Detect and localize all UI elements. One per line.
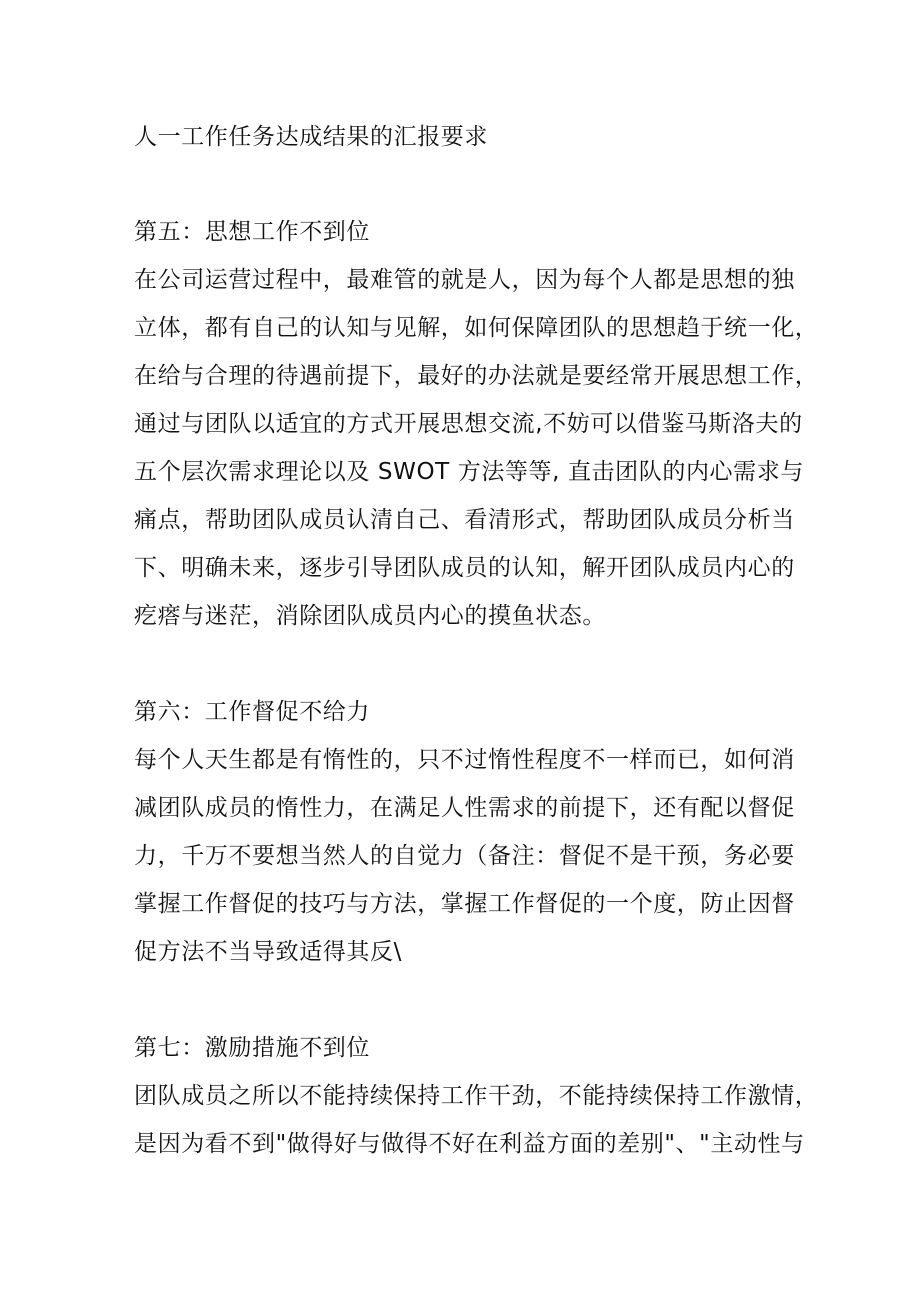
section-5-heading: 第五：思想工作不到位 [134,219,370,245]
section-7-line-2: 是因为看不到"做得好与做得不好在利益方面的差别"、"主动性与 [134,1131,805,1157]
section-5-line-5: 五个层次需求理论以及 SWOT 方法等等, 直击团队的内心需求与 [134,459,804,485]
section-5-line-3: 在给与合理的待遇前提下，最好的办法就是要经常开展思想工作， [134,363,819,389]
section-5-line-4: 通过与团队以适宜的方式开展思想交流,不妨可以借鉴马斯洛夫的 [134,411,803,437]
section-7-line-1: 团队成员之所以不能持续保持工作干劲，不能持续保持工作激情， [134,1083,819,1109]
section-5-line-1: 在公司运营过程中，最难管的就是人，因为每个人都是思想的独 [134,267,795,293]
section-7-heading: 第七：激励措施不到位 [134,1035,370,1061]
section-6-line-1: 每个人天生都是有惰性的，只不过惰性程度不一样而已，如何消 [134,747,795,773]
section-5-line-7: 下、明确未来，逐步引导团队成员的认知，解开团队成员内心的 [134,555,795,581]
section-6-heading: 第六：工作督促不给力 [134,699,370,725]
document-title: 人一工作任务达成结果的汇报要求 [134,124,488,150]
section-6-line-4: 掌握工作督促的技巧与方法，掌握工作督促的一个度，防止因督 [134,891,795,917]
section-5-line-8: 疙瘩与迷茫，消除团队成员内心的摸鱼状态。 [134,603,606,629]
section-5-line-2: 立体，都有自己的认知与见解，如何保障团队的思想趋于统一化， [134,315,819,341]
section-6-line-2: 减团队成员的惰性力，在满足人性需求的前提下，还有配以督促 [134,795,795,821]
section-6-line-3: 力，千万不要想当然人的自觉力（备注：督促不是干预，务必要 [134,843,795,869]
section-6-line-5: 促方法不当导致适得其反\ [134,939,402,965]
section-5-line-6: 痛点，帮助团队成员认清自己、看清形式，帮助团队成员分析当 [134,507,795,533]
